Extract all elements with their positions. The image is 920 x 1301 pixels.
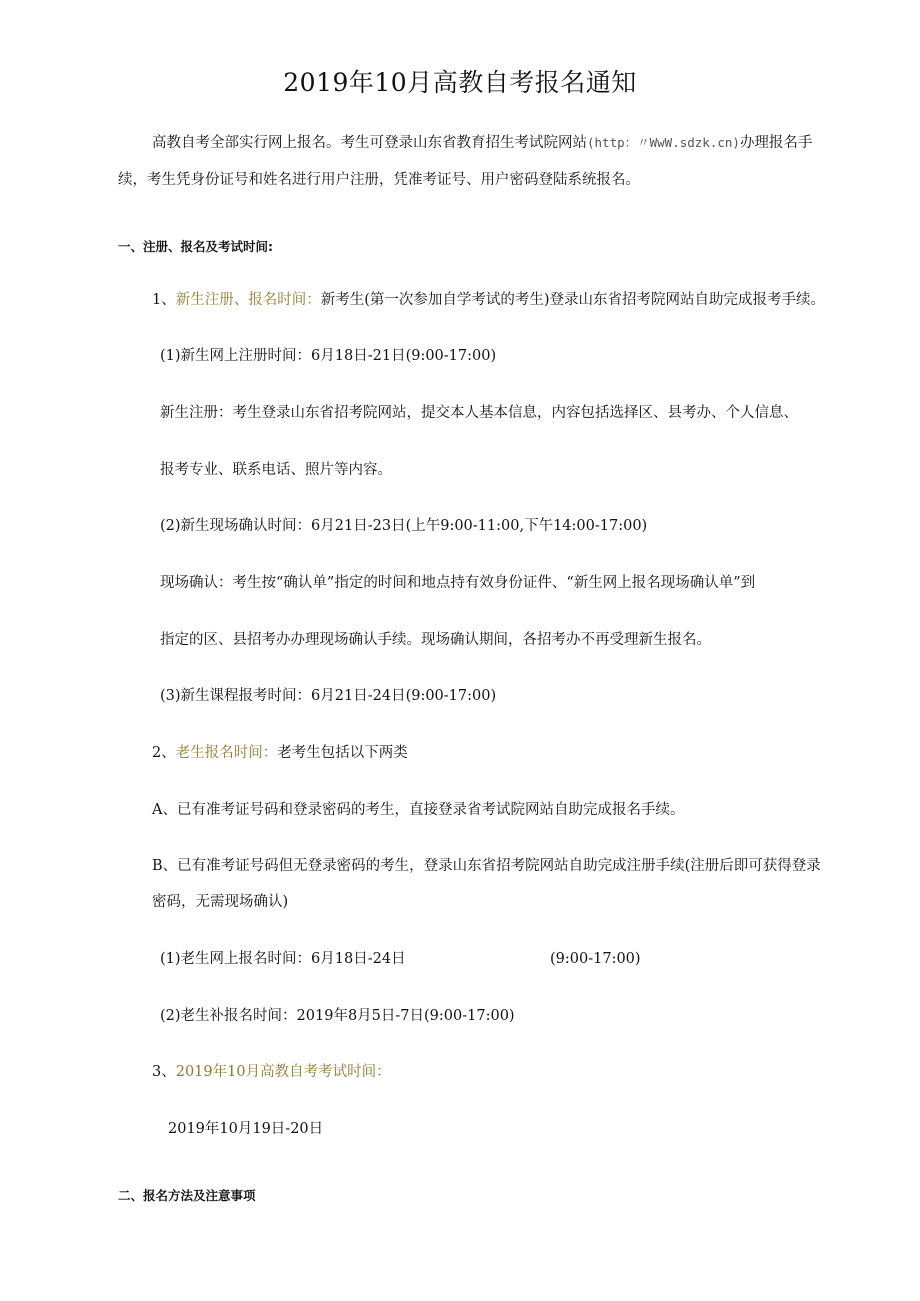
item-1-label: 新生注册、报名时间： bbox=[175, 292, 321, 308]
course-signup-time: (3)新生课程报考时间：6月21日-24日(9:00-17:00) bbox=[160, 688, 497, 704]
item-1-number: 1、 bbox=[152, 292, 176, 308]
onsite-confirm-desc-2: 指定的区、县招考办办理现场确认手续。现场确认期间，各招考办不再受理新生报名。 bbox=[160, 632, 711, 648]
item-2-line bbox=[152, 743, 408, 763]
item-3-number: 3、 bbox=[152, 1064, 176, 1080]
page-title: 2019年10月高教自考报名通知 bbox=[283, 68, 637, 97]
item-3-line bbox=[152, 1062, 391, 1082]
exam-date: 2019年10月19日-20日 bbox=[168, 1121, 324, 1137]
intro-text-end: 办理报名手 bbox=[739, 135, 813, 151]
intro-line-2: 续，考生凭身份证号和姓名进行用户注册，凭准考证号、用户密码登陆系统报名。 bbox=[118, 172, 640, 188]
item-3-label: 2019年10月高教自考考试时间： bbox=[175, 1064, 391, 1080]
onsite-confirm-desc-1: 现场确认：考生按“确认单”指定的时间和地点持有效身份证件、“新生网上报名现场确认单”到 bbox=[160, 575, 756, 591]
item-2-text: 老考生包括以下两类 bbox=[277, 745, 408, 761]
website-url: (http：〃WwW.sdzk.cn) bbox=[587, 135, 740, 150]
returning-type-b-1: B、已有准考证号码但无登录密码的考生，登录山东省招考院网站自助完成注册手续(注册后即可获得登录 bbox=[152, 858, 821, 874]
returning-online-hours: (9:00-17:00) bbox=[550, 951, 641, 967]
section-1-heading: 一、注册、报名及考试时间: bbox=[118, 239, 273, 254]
new-registration-time: (1)新生网上注册时间：6月18日-21日(9:00-17:00) bbox=[160, 348, 497, 364]
returning-late-time: (2)老生补报名时间：2019年8月5日-7日(9:00-17:00) bbox=[160, 1008, 515, 1024]
onsite-confirm-time: (2)新生现场确认时间：6月21日-23日(上午9:00-11:00,下午14:00-17:00) bbox=[160, 518, 648, 534]
returning-online-time: (1)老生网上报名时间：6月18日-24日 bbox=[160, 951, 406, 967]
returning-type-a: A、已有准考证号码和登录密码的考生，直接登录省考试院网站自助完成报名手续。 bbox=[152, 802, 685, 818]
section-2-heading: 二、报名方法及注意事项 bbox=[118, 1188, 256, 1203]
returning-type-b-2: 密码，无需现场确认) bbox=[152, 894, 289, 910]
new-registration-desc-1: 新生注册：考生登录山东省招考院网站，提交本人基本信息，内容包括选择区、县考办、个人信息、 bbox=[160, 405, 798, 421]
intro-text: 高教自考全部实行网上报名。考生可登录山东省教育招生考试院网站 bbox=[152, 135, 587, 151]
item-1-line bbox=[152, 290, 825, 310]
item-2-label: 老生报名时间： bbox=[175, 745, 278, 761]
item-2-number: 2、 bbox=[152, 745, 176, 761]
intro-line-1 bbox=[152, 133, 812, 153]
new-registration-desc-2: 报考专业、联系电话、照片等内容。 bbox=[160, 462, 392, 478]
item-1-text: 新考生(第一次参加自学考试的考生)登录山东省招考院网站自助完成报考手续。 bbox=[320, 292, 826, 308]
